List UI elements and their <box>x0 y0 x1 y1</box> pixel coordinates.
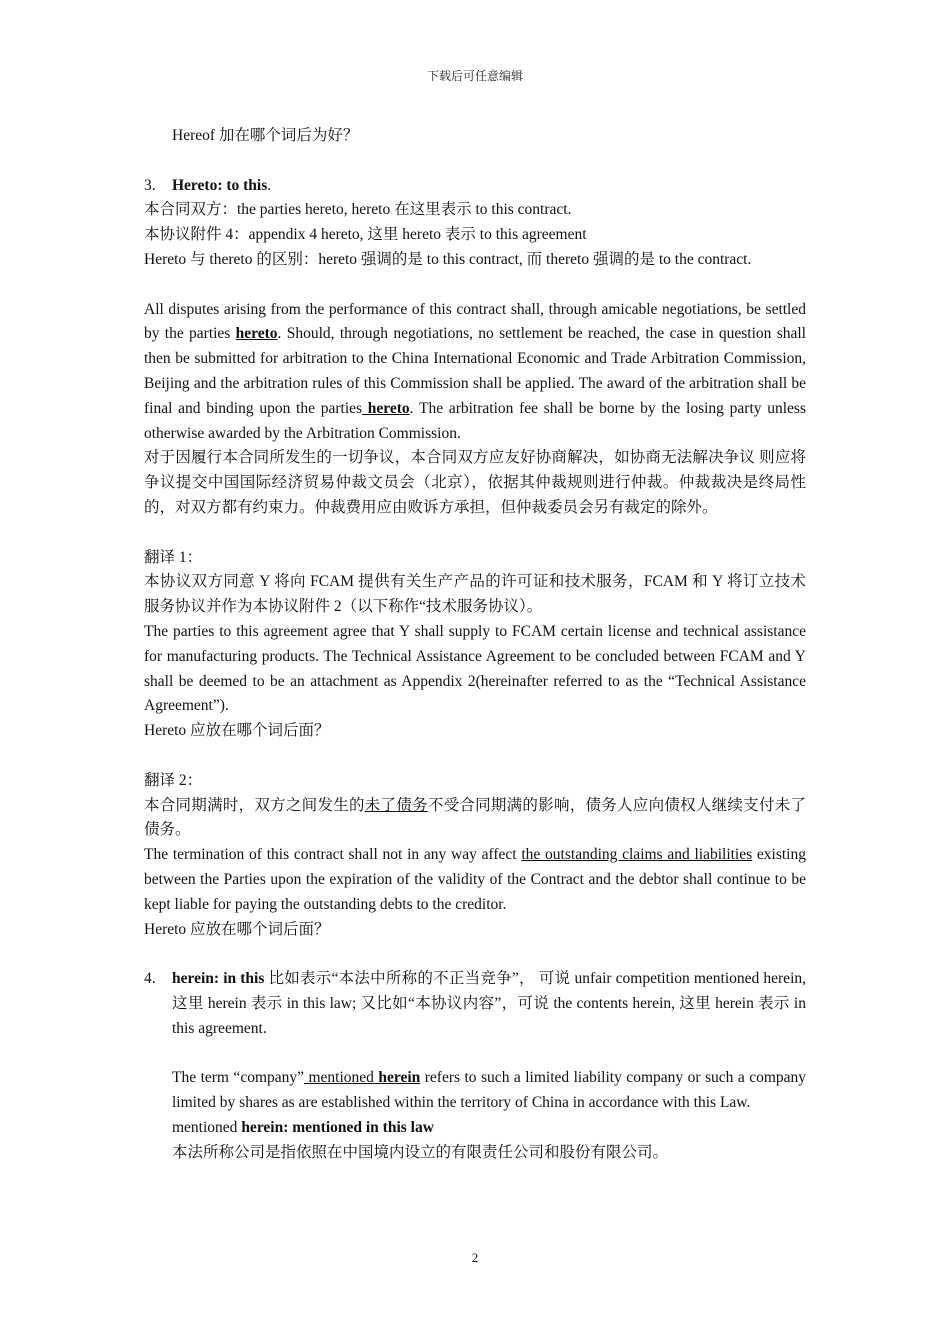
page-number: 2 <box>471 1250 479 1265</box>
translation-2-zh: 本合同期满时，双方之间发生的未了债务不受合同期满的影响，债务人应向债权人继续支付未了债务。 <box>144 796 806 839</box>
page-header: 下载后可任意编辑 <box>426 69 523 83</box>
translation-2-en: The termination of this contract shall not in any way affect the outstanding claims and liabilities existing between the Parties upon the expiration of the validity of the Contract and the debtor shall continue to be kept liable for paying the outstanding debts to the creditor. <box>144 846 806 913</box>
section-3-line-1: 本合同双方：the parties hereto, hereto 在这里表示 to this contract. <box>144 201 572 219</box>
section-4-example-zh: 本法所称公司是指依照在中国境内设立的有限责任公司和股份有限公司。 <box>172 1143 669 1161</box>
hereto-highlight: hereto <box>235 325 278 343</box>
section-4 <box>144 967 806 1165</box>
section-3-heading: 3. Hereto: to this. <box>144 174 806 199</box>
section-4-mention: mentioned herein: mentioned in this law <box>172 1118 434 1136</box>
translation-1-en: The parties to this agreement agree that Y shall supply to FCAM certain license and technical assistance for manufacturing products. The Technical Assistance Agreement to be concluded between FCAM and Y shall be deemed to be an attachment as Appendix 2(hereinafter referred to as the “Technical Assistance Agreement”). <box>144 622 806 715</box>
section-4-description: herein: in this 比如表示“本法中所称的不正当竞争”， 可说 unfair competition mentioned herein, 这里 herein 表示 in this law; 又比如“本协议内容”，可说 the contents herein, 这里 herein 表示 in this agreement. <box>172 970 806 1037</box>
translation-1-zh: 本协议双方同意 Y 将向 FCAM 提供有关生产产品的许可证和技术服务，FCAM 和 Y 将订立技术服务协议并作为本协议附件 2（以下称作“技术服务协议）。 <box>144 573 806 616</box>
arbitration-example-en: All disputes arising from the performance of this contract shall, through amicable negotiations, be settled by the parties hereto. Should, through negotiations, no settlement be reached, the case in question shall then be submitted for arbitration to the China International Economic and Trade Arbitration Commission, Beijing and the arbitration rules of this Commission shall be applied. The award of the arbitration shall be final and binding upon the parties hereto. The arbitration fee shall be borne by the losing party unless otherwise awarded by the Arbitration Commission. <box>144 300 806 442</box>
hereto-highlight: hereto <box>362 399 410 417</box>
section-3-title: Hereto: to this <box>172 176 268 194</box>
underlined-phrase: 未了债务 <box>364 796 428 814</box>
underlined-phrase: the outstanding claims and liabilities <box>521 846 753 864</box>
translation-2-question: Hereto 应放在哪个词后面？ <box>144 920 330 938</box>
document-body <box>144 124 806 1165</box>
section-4-title: herein: in this <box>172 970 265 988</box>
section-4-example-en: The term “company” mentioned herein refers to such a limited liability company or such a company limited by shares as are established within the territory of China in accordance with this Law. <box>172 1069 807 1112</box>
translation-1-label: 翻译 1： <box>144 548 203 566</box>
hereof-question: Hereof 加在哪个词后为好？ <box>172 127 359 144</box>
translation-2-label: 翻译 2： <box>144 771 203 789</box>
arbitration-example-zh: 对于因履行本合同所发生的一切争议，本合同双方应友好协商解决，如协商无法解决争议 则应将争议提交中国国际经济贸易仲裁文员会（北京），依据其仲裁规则进行仲裁。仲裁裁决是终局性的，对双方都有约束力。仲裁费用应由败诉方承担，但仲裁委员会另有裁定的除外。 <box>144 449 806 516</box>
section-4-number: 4. <box>144 970 156 988</box>
herein-highlight: herein <box>378 1069 421 1087</box>
translation-1-question: Hereto 应放在哪个词后面？ <box>144 722 330 740</box>
section-3-line-3: Hereto 与 thereto 的区别：hereto 强调的是 to this contract, 而 thereto 强调的是 to the contract. <box>144 250 752 268</box>
section-3-number: 3. <box>144 176 156 194</box>
section-3-line-2: 本协议附件 4：appendix 4 hereto, 这里 hereto 表示 to this agreement <box>144 226 587 244</box>
